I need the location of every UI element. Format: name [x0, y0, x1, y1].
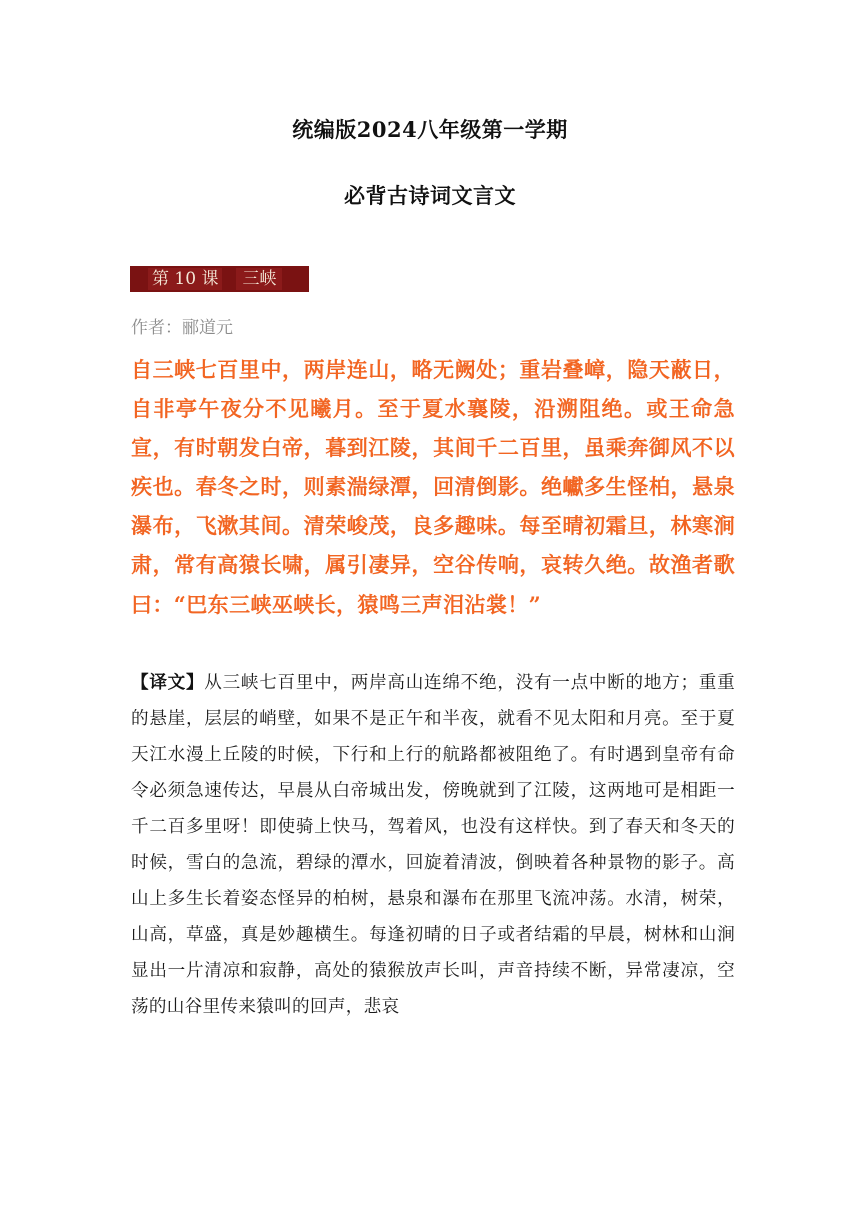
document-subtitle: 必背古诗词文言文	[344, 183, 516, 208]
translation-text: 从三峡七百里中，两岸高山连绵不绝，没有一点中断的地方；重重的悬崖，层层的峭壁，如果不是正午和半夜，就看不见太阳和月亮。至于夏天江水漫上丘陵的时候，下行和上行的航路都被阻绝了。有时遇到皇帝有命令必须急速传达，早晨从白帝城出发，傍晚就到了江陵，这两地可是相距一千二百多里呀！即使骑上快马，驾着风，也没有这样快。到了春天和冬天的时候，雪白的急流，碧绿的潭水，回旋着清波，倒映着各种景物的影子。高山上多生长着姿态怪异的柏树，悬泉和瀑布在那里飞流冲荡。水清，树荣，山高，草盛，真是妙趣横生。每逢初晴的日子或者结霜的早晨，树林和山涧显出一片清凉和寂静，高处的猿猴放声长叫，声音持续不断，异常凄凉，空荡的山谷里传来猿叫的回声，悲哀	[131, 673, 735, 1017]
author-line: 作者：郦道元	[131, 318, 233, 338]
document-title: 统编版2024八年级第一学期	[292, 117, 568, 142]
lesson-number: 第 10 课	[148, 268, 222, 290]
original-text: 自三峡七百里中，两岸连山，略无阙处；重岩叠嶂，隐天蔽日，自非亭午夜分不见曦月。至于夏水襄陵，沿溯阻绝。或王命急宣，有时朝发白帝，暮到江陵，其间千二百里，虽乘奔御风不以疾也。春冬之时，则素湍绿潭，回清倒影。绝巘多生怪柏，悬泉瀑布，飞漱其间。清荣峻茂，良多趣味。每至晴初霜旦，林寒涧肃，常有高猿长啸，属引凄异，空谷传响，哀转久绝。故渔者歌曰：“巴东三峡巫峡长，猿鸣三声泪沾裳！”	[131, 357, 735, 617]
lesson-heading-bar	[130, 266, 309, 292]
translation-tag: 【译文】	[131, 672, 205, 693]
lesson-title: 三峡	[236, 268, 282, 290]
translation-paragraph	[131, 665, 735, 1025]
